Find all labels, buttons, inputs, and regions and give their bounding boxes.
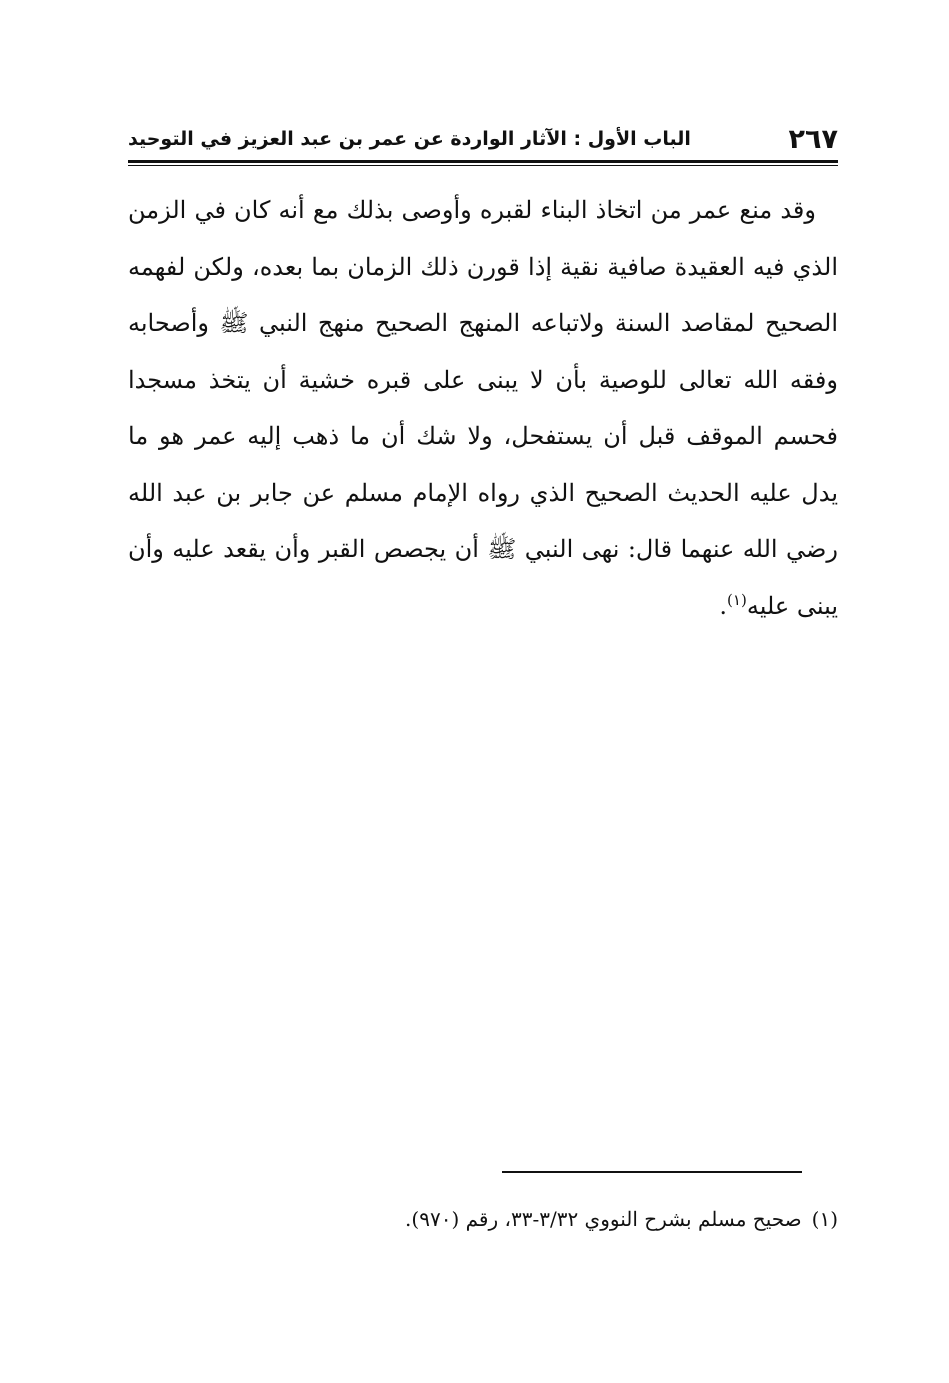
body-paragraph xyxy=(128,182,838,634)
footnote-number: (١) xyxy=(811,1207,838,1231)
footnote xyxy=(128,1202,838,1236)
footnote-separator xyxy=(502,1171,802,1173)
paragraph-text: وقد منع عمر من اتخاذ البناء لقبره وأوصى بذلك مع أنه كان في الزمن الذي فيه العقيدة صافية نقية إذا قورن ذلك الزمان بما بعده، ولكن لفهمه الصحيح لمقاصد السنة ولاتباعه المنهج الصحيح منهج النبي ﷺ وأصحابه وفقه الله تعالى للوصية بأن لا يبنى على قبره خشية أن يتخذ مسجدا فحسم الموقف قبل أن يستفحل، ولا شك أن ما ذهب إليه عمر هو ما يدل عليه الحديث الصحيح الذي رواه الإمام مسلم عن جابر بن عبد الله رضي الله عنهما قال: نهى النبي ﷺ أن يجصص القبر وأن يقعد عليه وأن يبنى عليه xyxy=(128,196,838,620)
paragraph-end-punctuation: . xyxy=(719,591,728,620)
footnote-text: صحيح مسلم بشرح النووي ٣/٣٢-٣٣، رقم (٩٧٠). xyxy=(405,1207,802,1231)
header-rule xyxy=(128,160,838,166)
footnote-reference: (١) xyxy=(727,590,747,609)
running-title: الباب الأول : الآثار الواردة عن عمر بن عبد العزيز في التوحيد xyxy=(128,128,691,150)
page-number: ٢٦٧ xyxy=(788,124,838,155)
page-header xyxy=(128,118,838,162)
